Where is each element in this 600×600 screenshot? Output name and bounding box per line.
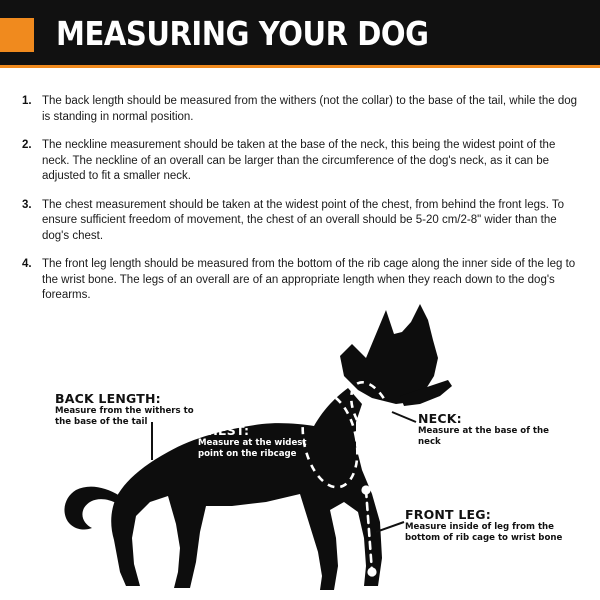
callout-title: NECK: bbox=[418, 411, 462, 426]
back-length-end-point bbox=[317, 381, 326, 390]
front-leg-end-point bbox=[367, 567, 376, 576]
callout-title: CHEST: bbox=[198, 423, 250, 438]
callout-title: FRONT LEG: bbox=[405, 507, 491, 522]
list-item-number: 1. bbox=[22, 95, 32, 107]
callout-front-leg bbox=[405, 508, 585, 544]
header-divider bbox=[0, 65, 600, 68]
callout-body: Measure at the base of the neck bbox=[418, 426, 549, 447]
list-item-number: 4. bbox=[22, 258, 32, 270]
list-item-text: The front leg length should be measured from the bottom of the rib cage along the inner side of the leg to the wrist bone. The legs of an overall are of an appropriate length when they reach down to the dog's forearms. bbox=[42, 258, 576, 301]
list-item bbox=[22, 138, 578, 185]
callout-neck bbox=[418, 412, 568, 448]
callout-title: BACK LENGTH: bbox=[55, 391, 161, 406]
list-item-number: 2. bbox=[22, 139, 32, 151]
callout-body: Measure inside of leg from the bottom of rib cage to wrist bone bbox=[405, 522, 563, 543]
callout-back-length bbox=[55, 392, 195, 428]
list-item bbox=[22, 94, 578, 125]
list-item-text: The neckline measurement should be taken at the base of the neck, this being the widest point of the neck. The neckline of an overall can be larger than the circumference of the dog's neck, as it can be adjusted to fit a smaller neck. bbox=[42, 139, 556, 182]
list-item-text: The chest measurement should be taken at the widest point of the chest, from behind the front legs. To ensure sufficient freedom of movement, the chest of an overall should be 5-20 cm/2-8" wider than the dog's chest. bbox=[42, 198, 565, 242]
neck-leader bbox=[392, 412, 416, 422]
list-item bbox=[22, 198, 578, 245]
front-leg-start-point bbox=[361, 485, 370, 494]
page-header bbox=[0, 0, 600, 68]
callout-chest bbox=[198, 424, 308, 460]
list-item-text: The back length should be measured from the withers (not the collar) to the base of the tail, while the dog is standing in normal position. bbox=[42, 95, 578, 123]
list-item-number: 3. bbox=[22, 198, 32, 211]
header-accent-block bbox=[0, 18, 34, 52]
callout-body: Measure from the withers to the base of the tail bbox=[55, 406, 194, 427]
page-title: MEASURING YOUR DOG bbox=[56, 14, 429, 53]
dog-diagram bbox=[0, 300, 600, 600]
callout-body: Measure at the widest point on the ribcage bbox=[198, 438, 307, 459]
instructions-list bbox=[0, 78, 600, 317]
list-item bbox=[22, 257, 578, 304]
